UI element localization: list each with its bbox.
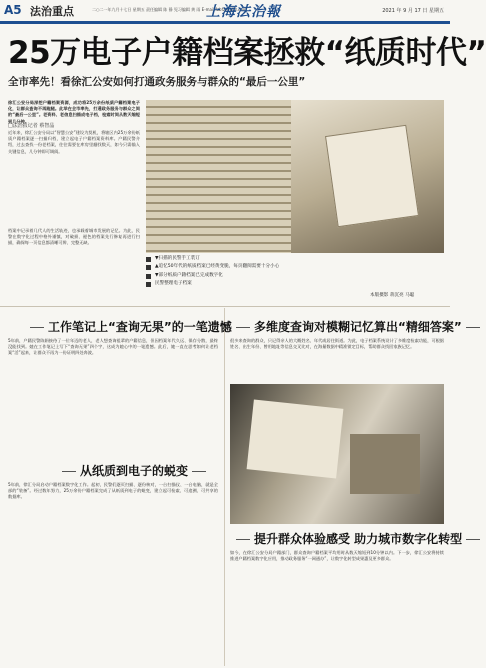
- archive-shelves-image: [146, 100, 291, 253]
- caption-item: ▼扫描的民警手工装订: [146, 255, 444, 263]
- article-body-left-2: 5年前，徐汇分局启动户籍档案数字化工作。起初，民警们逐页扫描、逐份核对，一台扫描仪、一台电脑，就是全部的“装备”。经过数年努力，25万余份户籍档案完成了从纸质到电子的蜕变，建立起可检索、可追溯、可共享的数据库。: [8, 482, 218, 500]
- column-divider: [224, 308, 225, 666]
- newspaper-masthead: 上海法治報: [206, 4, 281, 20]
- lead-body-1: 近年来，徐汇公安分局以“智慧公安”建设为契机，将辖区内25万余份纸质户籍档案逐一扫描归档，建立起电子户籍档案资料库。户籍民警介绍，过去查找一份老档案，往往需要在库房里翻找数天，如今只需输入关键信息，几分钟即可调阅。: [8, 130, 140, 154]
- caption-item: 民警整理电子档案: [146, 280, 444, 288]
- lead-headline: 25万电子户籍档案拯救“纸质时代”: [8, 35, 486, 71]
- header-rule: [0, 21, 450, 24]
- editor-info: 二○二一年九月十七日 星期五 责任编辑 陈 静 见习编辑 黄 雨 E-mail:fzbfz@163.com: [92, 7, 247, 12]
- lead-intro: 徐汇公安分局深挖户籍档案资源，成功将25万余份纸质户籍档案电子化，让群众查询不再跑腿。此举在全市率先，打通政务服务与群众之间的“最后一公里”。老资料、老信息扫描成电子档，检索时间从数天缩短到几分钟。: [8, 100, 140, 124]
- issue-date: 2021 年 9 月 17 日 星期五: [382, 8, 444, 14]
- archive-photo: [146, 100, 444, 253]
- section-divider: [0, 306, 450, 307]
- article-title-left-2: 从纸质到电子的蜕变: [58, 462, 210, 479]
- lead-byline: □法治报记者 蔡智晶: [8, 123, 55, 129]
- caption-item: ▼部分纸质户籍档案已完成数字化: [146, 272, 444, 280]
- page-header: [0, 0, 450, 22]
- article-title-right-2: 提升群众体验感受 助力城市数字化转型: [232, 530, 484, 547]
- article-title-right-1: 多维度查询对模糊记忆算出“精细答案”: [232, 318, 484, 335]
- records-paper-image: [247, 399, 344, 478]
- article-body-right-2: 如今，在徐汇公安分局户籍部门，群众查询户籍档案平均用时从数天缩短到10分钟以内。下一步，徐汇公安将持续推进户籍档案数字化应用，推动政务服务“一网通办”，让数字化转型成果惠及更多群众。: [230, 550, 444, 562]
- lead-body-2: 档案中记录着几代人的生活轨迹，也承载着城市发展的记忆。为此，民警在数字化过程中格外谨慎，对破损、褪色的档案先行修复再进行扫描，确保每一页信息都清晰可辨、完整无缺。: [8, 228, 140, 246]
- article-body-right-1: 很多来查询的群众，只记得亲人的大概姓名、年代或居住街道。为此，电子档案系统设计了多维度检索功能，可根据姓名、出生年份、曾用地址等信息交叉比对，在海量数据中精准锁定目标，帮助群众找回家族记忆。: [230, 338, 444, 350]
- records-photo: [230, 384, 444, 524]
- old-document-image: [325, 125, 419, 228]
- section-title: 法治重点: [30, 5, 74, 18]
- article-body-left-1: 5年前，户籍民警陈娟接待了一位年迈的老人，老人想查询祖辈的户籍信息，但因档案年代久远、保存分散，最终没能找到。她在工作笔记上写下“查询无果”四个字，这成为她心中的一笔遗憾。此后，她一直在思考如何让老档案“活”起来，让群众不再为一份证明四处奔波。: [8, 338, 218, 356]
- photo-captions: [146, 255, 444, 289]
- caption-item: ▲追忆50年代的纸质档案已经黄变脆，每页翻阅需要十分小心: [146, 263, 444, 271]
- records-folder-image: [350, 434, 420, 494]
- page-number: A5: [4, 3, 22, 17]
- article-title-left-1: 工作笔记上“查询无果”的一笔遗憾: [26, 318, 254, 335]
- lead-subhead: 全市率先！看徐汇公安如何打通政务服务与群众的“最后一公里”: [8, 76, 306, 88]
- photo-credit: 本版摄影 蒋沉亮 马聪: [370, 293, 415, 298]
